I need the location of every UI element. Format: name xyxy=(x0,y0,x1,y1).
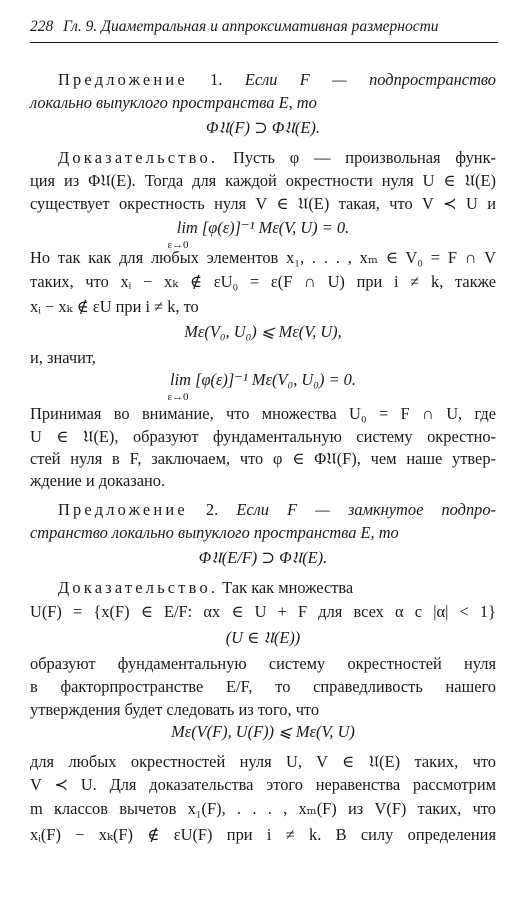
text-span: 2. xyxy=(187,500,237,519)
text-line xyxy=(30,272,496,292)
spaced-heading: Доказательство. xyxy=(58,148,219,167)
text-line xyxy=(30,700,496,720)
text-line xyxy=(30,297,496,317)
text-span: U ∈ 𝔘(E), образуют фундаментальную систему окрестно- xyxy=(30,427,496,446)
text-line xyxy=(30,799,496,819)
formula-text: Mε(V₀, U₀) ⩽ Mε(V, U), xyxy=(184,322,342,341)
spaced-heading: Доказательство. xyxy=(58,578,219,597)
text-span: 1. xyxy=(187,70,245,89)
text-span: Если F — замкнутое подпро- xyxy=(236,500,496,519)
text-line xyxy=(30,148,496,168)
text-span: xᵢ(F) − xₖ(F) ∉ εU(F) при i ≠ k. В силу определения xyxy=(30,825,496,844)
text-span: образуют фундаментальную систему окрестностей нуля xyxy=(30,654,496,673)
text-span: V ≺ U. Для доказательства этого неравенства рассмотрим xyxy=(30,775,496,794)
text-span: таких, что xᵢ − xₖ ∉ εU₀ = ε(F ∩ U) при i ≠ k, также xyxy=(30,272,496,291)
text-span: в факторпространстве E/F, то справедливость нашего xyxy=(30,677,496,696)
text-span: стей нуля в F, заключаем, что φ ∈ Φ𝔘(F), чем наше утвер- xyxy=(30,449,496,468)
display-formula xyxy=(30,628,496,648)
text-line xyxy=(30,825,496,845)
text-span: Принимая во внимание, что множества U₀ = F ∩ U, где xyxy=(30,404,496,423)
display-formula xyxy=(30,722,496,742)
text-line xyxy=(30,578,496,598)
display-formula xyxy=(30,118,496,138)
display-formula xyxy=(30,370,496,407)
limit-subscript: ε→0 xyxy=(167,391,189,403)
text-line xyxy=(30,752,496,772)
display-formula xyxy=(30,548,496,568)
spaced-heading: Предложение xyxy=(58,70,188,89)
text-span: локально выпуклого пространства E, то xyxy=(30,93,317,112)
text-span: ция из Φ𝔘(E). Тогда для каждой окрестности нуля U ∈ 𝔘(E) xyxy=(30,171,496,190)
text-span: утверждения будет следовать из того, что xyxy=(30,700,320,719)
text-line xyxy=(30,775,496,795)
text-line xyxy=(30,404,496,424)
text-span: Но так как для любых элементов x₁, . . . , xₘ ∈ V₀ = F ∩ V xyxy=(30,248,496,267)
text-line xyxy=(30,523,496,543)
text-line xyxy=(30,194,496,214)
text-span: Если F — подпространство xyxy=(244,70,496,89)
text-line xyxy=(30,171,496,191)
text-span: Пусть φ — произвольная функ- xyxy=(218,148,496,167)
text-span: и, значит, xyxy=(30,348,96,367)
text-span: ждение и доказано. xyxy=(30,471,166,490)
text-line xyxy=(30,602,496,622)
text-line xyxy=(30,427,496,447)
text-line xyxy=(30,449,496,469)
running-header xyxy=(30,18,498,43)
display-formula xyxy=(30,322,496,342)
page-number: 228 xyxy=(30,18,54,35)
text-line xyxy=(30,93,496,113)
text-line xyxy=(30,471,496,491)
formula-text: lim [φ(ε)]⁻¹ Mε(V₀, U₀) = 0. xyxy=(170,370,356,389)
text-line xyxy=(30,248,496,268)
text-line xyxy=(30,677,496,697)
text-line xyxy=(30,654,496,674)
text-span: xᵢ − xₖ ∉ εU при i ≠ k, то xyxy=(30,297,199,316)
text-span: U(F) = {x(F) ∈ E/F: αx ∈ U + F для всех α с |α| < 1} xyxy=(30,602,496,621)
formula-text: Φ𝔘(F) ⊃ Φ𝔘(E). xyxy=(206,118,320,137)
formula-text: (U ∈ 𝔘(E)) xyxy=(225,628,301,647)
formula-text: Mε(V(F), U(F)) ⩽ Mε(V, U) xyxy=(171,722,355,741)
text-line xyxy=(30,348,496,368)
text-span: для любых окрестностей нуля U, V ∈ 𝔘(E) таких, что xyxy=(30,752,496,771)
text-span: существует окрестность нуля V ∈ 𝔘(E) такая, что V ≺ U и xyxy=(30,194,496,213)
text-span: странство локально выпуклого пространства E, то xyxy=(30,523,399,542)
limit-subscript: ε→0 xyxy=(167,239,189,251)
formula-text: Φ𝔘(E/F) ⊃ Φ𝔘(E). xyxy=(198,548,328,567)
text-span: Так как множества xyxy=(218,578,354,597)
chapter-title: Гл. 9. Диаметральная и аппроксимативная размерности xyxy=(63,18,439,35)
spaced-heading: Предложение xyxy=(58,500,188,519)
text-span: m классов вычетов x₁(F), . . . , xₘ(F) из V(F) таких, что xyxy=(30,799,496,818)
text-line xyxy=(30,500,496,520)
text-line xyxy=(30,70,496,90)
formula-text: lim [φ(ε)]⁻¹ Mε(V, U) = 0. xyxy=(176,218,350,237)
